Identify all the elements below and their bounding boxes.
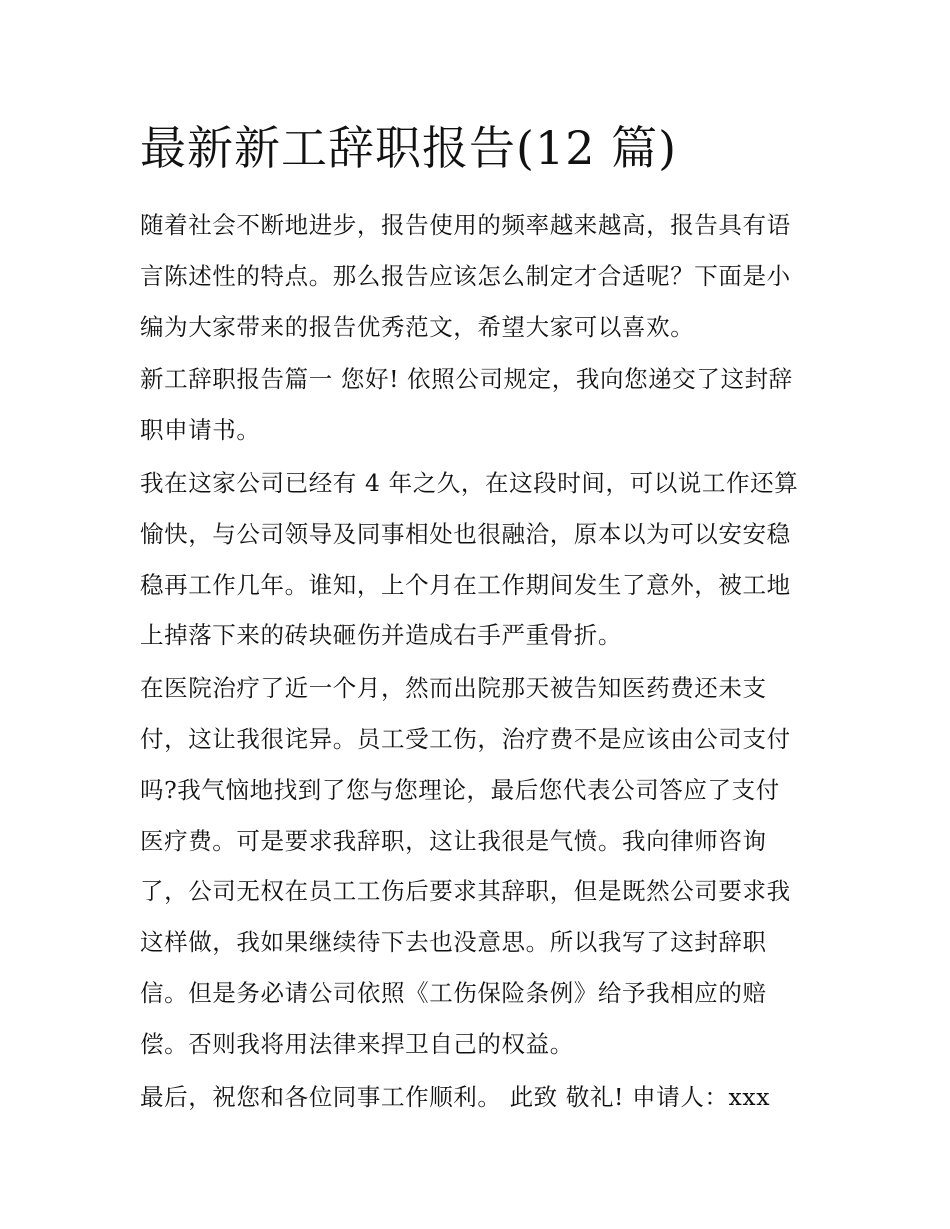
text-line: 医疗费。可是要求我辞职，这让我很是气愤。我向律师咨询 — [140, 826, 767, 855]
text-line: 我在这家公司已经有 4 年之久，在这段时间，可以说工作还算 — [140, 468, 799, 497]
text-line: 付，这让我很诧异。员工受工伤，治疗费不是应该由公司支付 — [140, 724, 791, 753]
text-line: 言陈述性的特点。那么报告应该怎么制定才合适呢？下面是小 — [140, 261, 791, 290]
text-line: 职申请书。 — [140, 416, 261, 445]
paragraph-intro — [140, 200, 820, 352]
page-title: 最新新工辞职报告(12 篇) — [140, 121, 678, 175]
text-line: 这样做，我如果继续待下去也没意思。所以我写了这封辞职 — [140, 928, 767, 957]
paragraph-closing — [140, 1072, 820, 1123]
text-line: 最后，祝您和各位同事工作顺利。 此致 敬礼! 申请人：xxx — [140, 1082, 771, 1111]
paragraph-reason — [140, 663, 820, 1069]
text-line: 随着社会不断地进步，报告使用的频率越来越高，报告具有语 — [140, 211, 791, 239]
text-line: 吗?我气恼地找到了您与您理论，最后您代表公司答应了支付 — [140, 775, 780, 804]
text-line: 了，公司无权在员工工伤后要求其辞职，但是既然公司要求我 — [140, 877, 791, 906]
text-line: 偿。否则我将用法律来捍卫自己的权益。 — [140, 1029, 574, 1058]
text-line: 信。但是务必请公司依照《工伤保险条例》给予我相应的赔 — [140, 978, 767, 1007]
paragraph-opening — [140, 354, 820, 456]
paragraph-background — [140, 458, 820, 661]
document-body — [140, 200, 820, 1124]
text-line: 在医院治疗了近一个月，然而出院那天被告知医药费还未支 — [140, 674, 767, 703]
text-line: 编为大家带来的报告优秀范文，希望大家可以喜欢。 — [140, 312, 695, 341]
text-line: 稳再工作几年。谁知，上个月在工作期间发生了意外，被工地 — [140, 570, 791, 599]
text-line: 新工辞职报告篇一 您好! 依照公司规定，我向您递交了这封辞 — [140, 365, 793, 394]
text-line: 愉快，与公司领导及同事相处也很融洽，原本以为可以安安稳 — [140, 519, 791, 548]
text-line: 上掉落下来的砖块砸伤并造成右手严重骨折。 — [140, 621, 622, 650]
